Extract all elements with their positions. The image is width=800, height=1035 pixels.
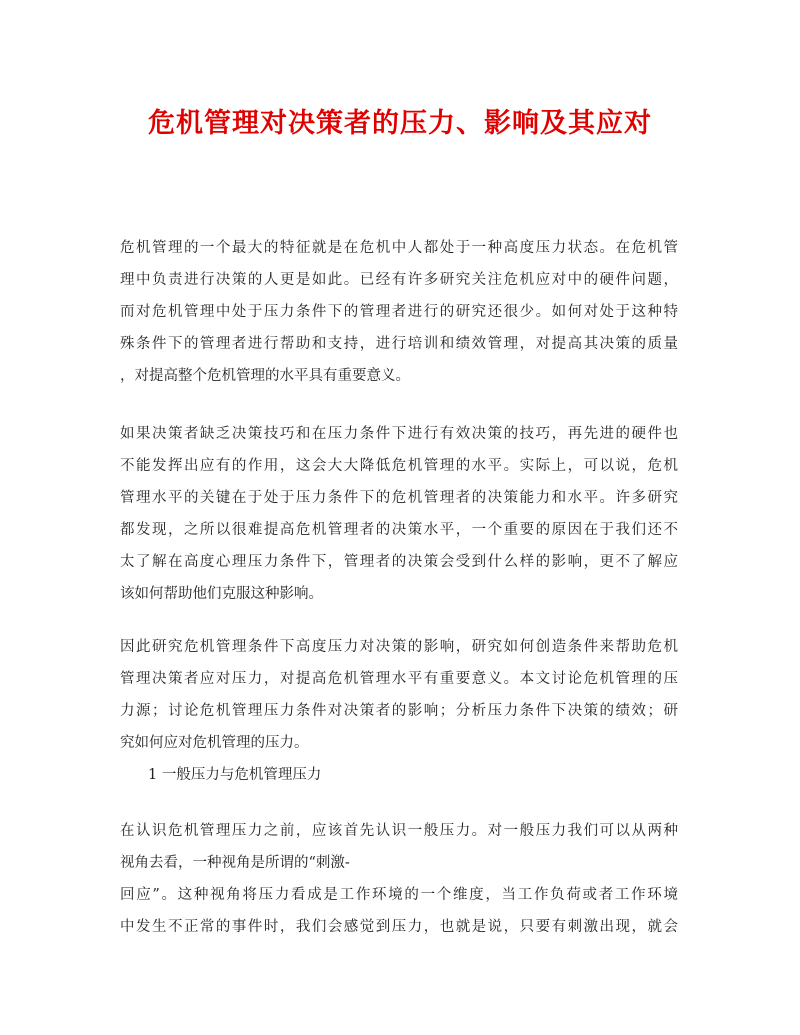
text-line: 中发生不正常的事件时，我们会感觉到压力，也就是说，只要有刺激出现，就会	[120, 919, 678, 935]
paragraph-text	[120, 815, 678, 943]
text-line: 太了解在高度心理压力条件下，管理者的决策会受到什么样的影响，更不了解应	[120, 554, 678, 570]
text-line: 而对危机管理中处于压力条件下的管理者进行的研究还很少。如何对处于这种特	[120, 304, 678, 320]
text-line: 管理水平的关键在于处于压力条件下的危机管理者的决策能力和水平。许多研究	[120, 490, 678, 506]
section-heading: 1 一般压力与危机管理压力	[148, 767, 322, 783]
text-line: 如果决策者缺乏决策技巧和在压力条件下进行有效决策的技巧，再先进的硬件也	[120, 426, 678, 442]
text-line: 究如何应对危机管理的压力。	[120, 735, 309, 751]
text-line: 在认识危机管理压力之前，应该首先认识一般压力。对一般压力我们可以从两种	[120, 823, 678, 839]
paragraph-text	[120, 418, 678, 610]
paragraph-4	[120, 815, 678, 943]
paragraph-text	[120, 232, 678, 392]
text-line: 因此研究危机管理条件下高度压力对决策的影响，研究如何创造条件来帮助危机	[120, 639, 678, 655]
text-line: 不能发挥出应有的作用，这会大大降低危机管理的水平。实际上，可以说，危机	[120, 458, 678, 474]
text-line: 都发现，之所以很难提高危机管理者的决策水平，一个重要的原因在于我们还不	[120, 522, 678, 538]
paragraph-text	[120, 631, 678, 759]
paragraph-2	[120, 418, 678, 610]
text-line: ，对提高整个危机管理的水平具有重要意义。	[120, 368, 410, 384]
text-line: 危机管理的一个最大的特征就是在危机中人都处于一种高度压力状态。在危机管	[120, 240, 678, 256]
paragraph-1	[120, 232, 678, 392]
text-line: 视角去看，一种视角是所谓的“刺激-	[120, 855, 350, 871]
document-title: 危机管理对决策者的压力、影响及其应对	[148, 108, 652, 139]
text-line: 回应”。这种视角将压力看成是工作环境的一个维度，当工作负荷或者工作环境	[120, 887, 678, 903]
paragraph-3	[120, 631, 678, 759]
text-line: 理中负责进行决策的人更是如此。已经有许多研究关注危机应对中的硬件问题，	[120, 272, 678, 288]
text-line: 该如何帮助他们克服这种影响。	[120, 586, 323, 602]
text-line: 力源；讨论危机管理压力条件对决策者的影响；分析压力条件下决策的绩效；研	[120, 703, 678, 719]
text-line: 管理决策者应对压力，对提高危机管理水平有重要意义。本文讨论危机管理的压	[120, 671, 678, 687]
text-line: 殊条件下的管理者进行帮助和支持，进行培训和绩效管理，对提高其决策的质量	[120, 336, 678, 352]
